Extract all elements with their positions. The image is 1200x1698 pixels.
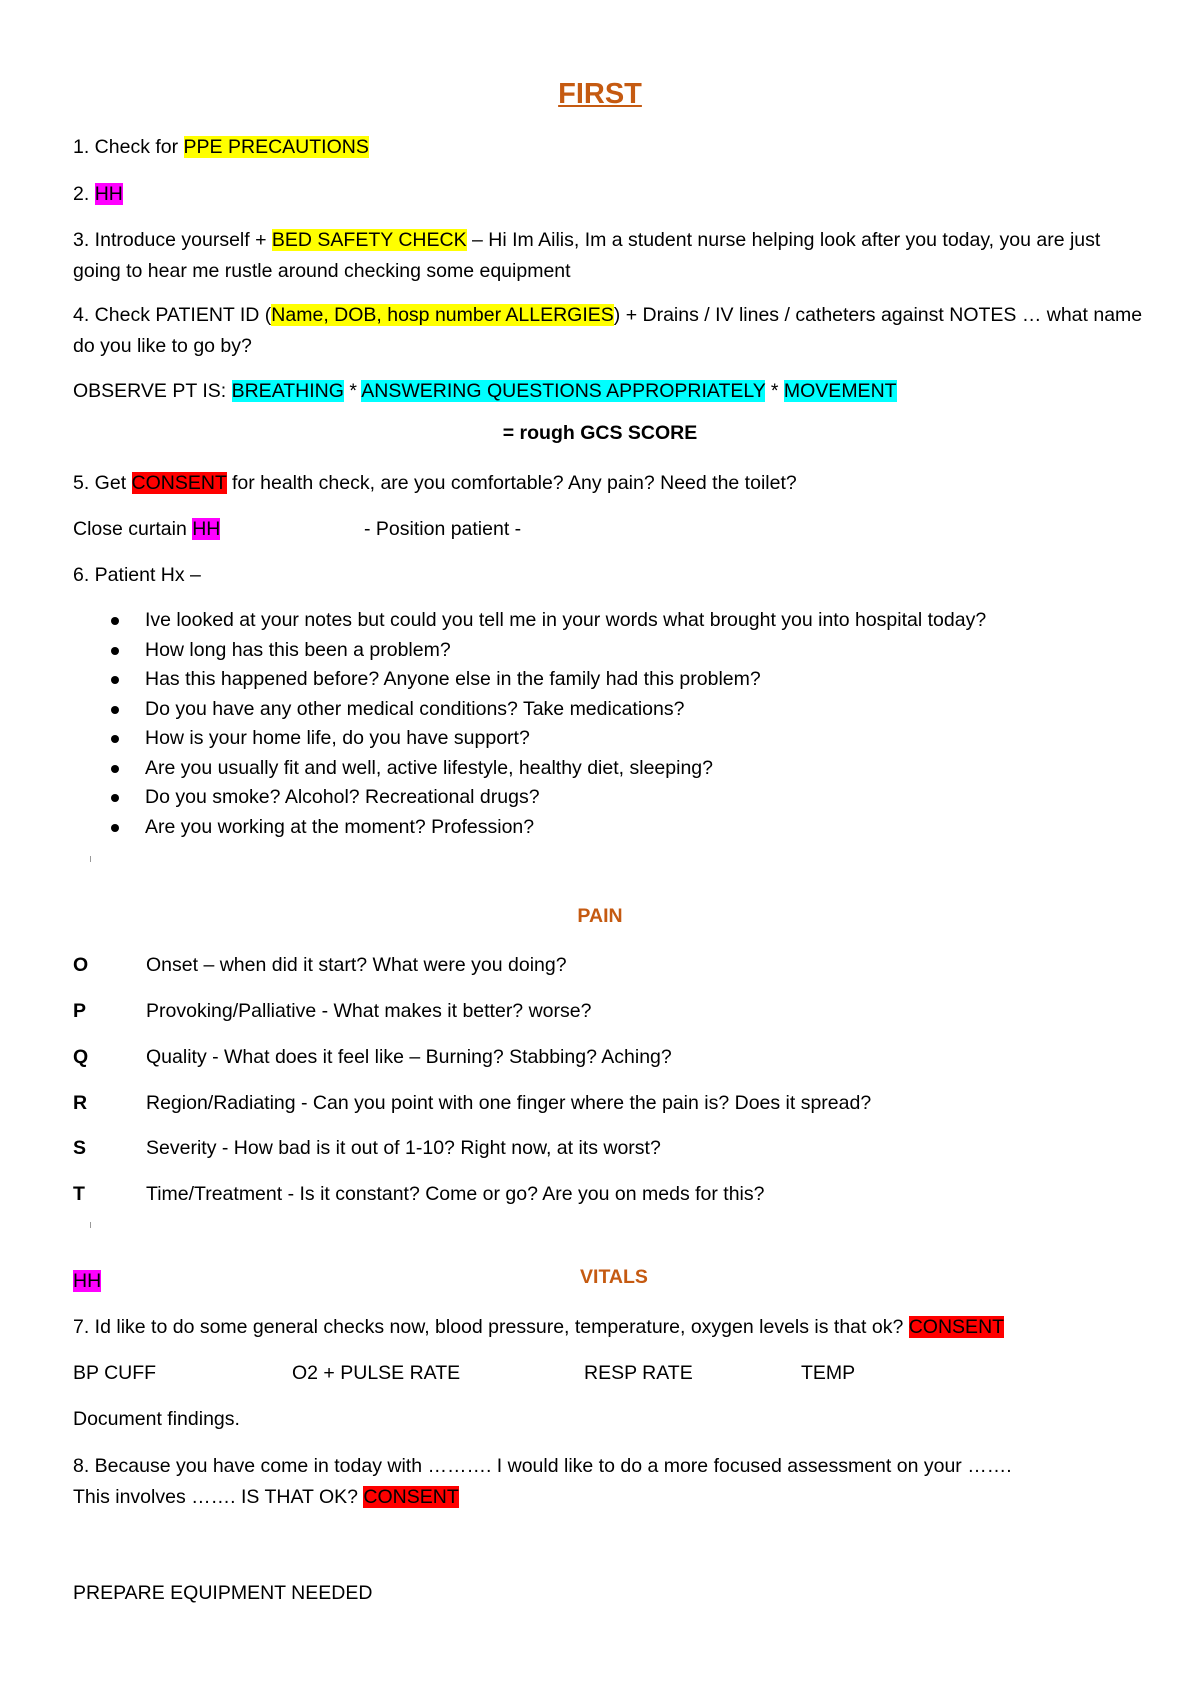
vital-resp-rate: RESP RATE [584, 1362, 693, 1384]
observe-line: OBSERVE PT IS: BREATHING * ANSWERING QUESTIONS APPROPRIATELY * MOVEMENT [73, 380, 897, 402]
pain-row-provoking: P Provoking/Palliative - What makes it better? worse? [73, 1000, 592, 1022]
highlight-bed-safety: BED SAFETY CHECK [271, 229, 467, 251]
step-1: 1. Check for PPE PRECAUTIONS [73, 136, 369, 158]
position-patient: - Position patient - [364, 518, 522, 540]
list-item: How long has this been a problem? [73, 636, 986, 666]
vital-o2-pulse: O2 + PULSE RATE [292, 1362, 461, 1384]
step-6: 6. Patient Hx – [73, 564, 201, 586]
page-title: FIRST [558, 78, 642, 110]
list-item: Do you smoke? Alcohol? Recreational drugs? [73, 783, 986, 813]
prepare-equipment: PREPARE EQUIPMENT NEEDED [73, 1582, 373, 1604]
pain-row-quality: Q Quality - What does it feel like – Burning? Stabbing? Aching? [73, 1046, 672, 1068]
pain-row-onset: O Onset – when did it start? What were you doing? [73, 954, 567, 976]
bullet-icon [111, 765, 119, 773]
list-item: How is your home life, do you have support? [73, 724, 986, 754]
highlight-consent-focused: CONSENT [363, 1486, 459, 1508]
pain-row-severity: S Severity - How bad is it out of 1-10? Right now, at its worst? [73, 1137, 661, 1159]
step-4: 4. Check PATIENT ID (Name, DOB, hosp number ALLERGIES) + Drains / IV lines / catheters against NOTES … what name do you like to go by? [73, 304, 1143, 357]
vital-bp-cuff: BP CUFF [73, 1362, 157, 1384]
paragraph-mark [90, 1222, 91, 1228]
bullet-icon [111, 676, 119, 684]
vitals-heading: VITALS [580, 1266, 648, 1288]
pain-row-time: T Time/Treatment - Is it constant? Come or go? Are you on meds for this? [73, 1183, 765, 1205]
highlight-patient-id: Name, DOB, hosp number ALLERGIES [271, 304, 614, 326]
gcs-line: = rough GCS SCORE [502, 422, 698, 444]
highlight-movement: MOVEMENT [783, 380, 897, 402]
highlight-answering: ANSWERING QUESTIONS APPROPRIATELY [361, 380, 766, 402]
step-2: 2. HH [73, 183, 123, 205]
document-findings: Document findings. [73, 1408, 240, 1430]
highlight-hh-vitals: HH [73, 1270, 102, 1292]
highlight-hh: HH [94, 183, 123, 205]
step-3: 3. Introduce yourself + BED SAFETY CHECK – Hi Im Ailis, Im a student nurse helping look after you today, you are just going to hear me rustle around checking some equipment [73, 229, 1101, 282]
highlight-breathing: BREATHING [231, 380, 344, 402]
bullet-icon [111, 706, 119, 714]
bullet-icon [111, 735, 119, 743]
bullet-icon [111, 617, 119, 625]
bullet-icon [111, 794, 119, 802]
list-item: Has this happened before? Anyone else in the family had this problem? [73, 665, 986, 695]
highlight-consent-vitals: CONSENT [908, 1316, 1005, 1338]
list-item: Are you working at the moment? Profession? [73, 813, 986, 843]
bullet-icon [111, 824, 119, 832]
highlight-ppe: PPE PRECAUTIONS [183, 136, 369, 158]
pain-heading: PAIN [577, 905, 623, 927]
bullet-icon [111, 647, 119, 655]
pain-row-region: R Region/Radiating - Can you point with one finger where the pain is? Does it spread? [73, 1092, 872, 1114]
highlight-hh-curtain: HH [192, 518, 221, 540]
step-8-line-2: This involves ……. IS THAT OK? CONSENT [73, 1486, 459, 1508]
paragraph-mark [90, 856, 91, 862]
list-item: Do you have any other medical conditions? Take medications? [73, 695, 986, 725]
highlight-consent: CONSENT [131, 472, 227, 494]
vital-temp: TEMP [801, 1362, 856, 1384]
curtain-line: Close curtain HH - Position patient - [73, 514, 1153, 545]
step-7: 7. Id like to do some general checks now, blood pressure, temperature, oxygen levels is that ok? CONSENT [73, 1316, 1005, 1338]
step-8-line-1: 8. Because you have come in today with ………. I would like to do a more focused assessment on your ……. [73, 1455, 1012, 1477]
list-item: Ive looked at your notes but could you tell me in your words what brought you into hospital today? [73, 606, 986, 636]
list-item: Are you usually fit and well, active lifestyle, healthy diet, sleeping? [73, 754, 986, 784]
history-question-list [73, 606, 986, 842]
step-5: 5. Get CONSENT for health check, are you comfortable? Any pain? Need the toilet? [73, 472, 797, 494]
